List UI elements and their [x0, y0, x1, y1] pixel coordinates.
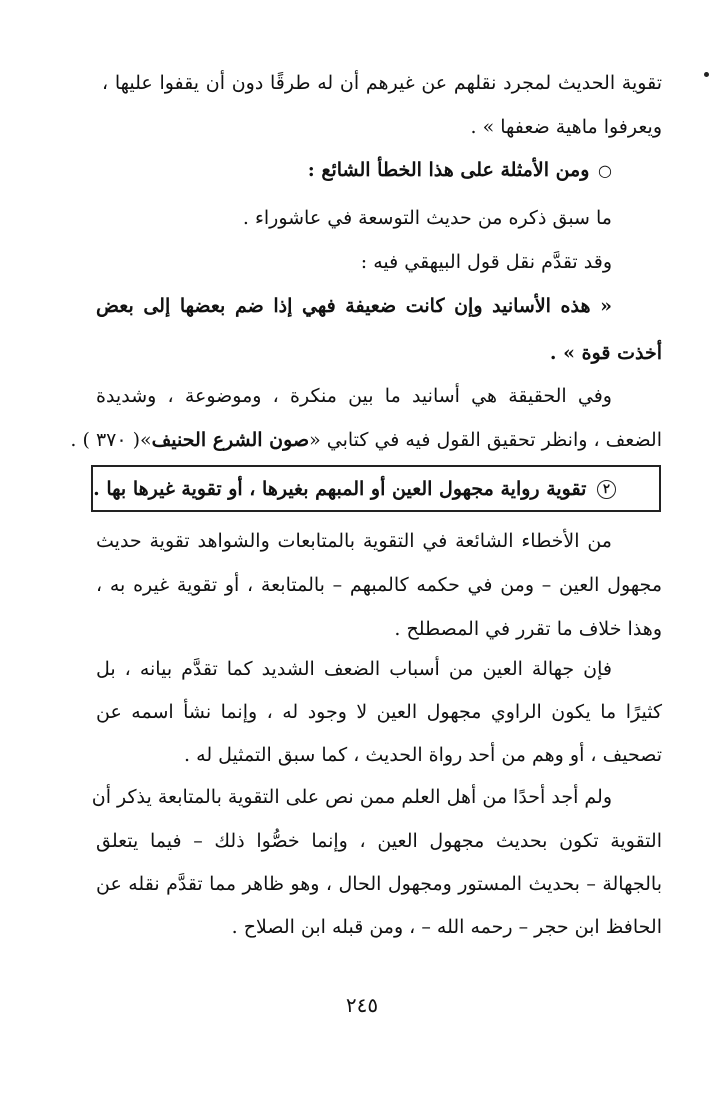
quote-line-2: أخذت قوة » . [549, 342, 662, 364]
examples-heading [102, 155, 612, 185]
margin-dot [704, 72, 709, 77]
paragraph-4-line-2: كثيرًا ما يكون الراوي مجهول العين لا وجود له ، وإنما نشأ اسمه عن [96, 701, 662, 723]
paragraph-1-line-2: ويعرفوا ماهية ضعفها » . [470, 116, 662, 138]
paragraph-5-line-4: الحافظ ابن حجر – رحمه الله – ، ومن قبله ابن الصلاح . [231, 916, 662, 938]
paragraph-2-line-2-end: »( ٣٧٠ ) . [70, 429, 152, 451]
examples-heading-text: ومن الأمثلة على هذا الخطأ الشائع : [307, 159, 590, 181]
paragraph-2-line-2 [70, 425, 662, 455]
example-2: وقد تقدَّم نقل قول البيهقي فيه : [360, 251, 612, 273]
paragraph-4-line-3: تصحيف ، أو وهم من أحد رواة الحديث ، كما سبق التمثيل له . [184, 744, 662, 766]
paragraph-1-line-1: تقوية الحديث لمجرد نقلهم عن غيرهم أن له طرقًا دون أن يقفوا عليها ، [102, 72, 662, 94]
paragraph-2-line-2-start: الضعف ، وانظر تحقيق القول فيه في كتابي « [309, 429, 662, 451]
paragraph-4-line-1: فإن جهالة العين من أسباب الضعف الشديد كما تقدَّم بيانه ، بل [96, 658, 612, 680]
circle-marker-icon: ○ [598, 161, 612, 180]
section-number-badge: ٢ [597, 480, 616, 499]
paragraph-2-line-1: وفي الحقيقة هي أسانيد ما بين منكرة ، وموضوعة ، وشديدة [96, 385, 612, 407]
paragraph-5-line-2: التقوية تكون بحديث مجهول العين ، وإنما خصُّوا ذلك – فيما يتعلق [96, 830, 662, 852]
page-number: ٢٤٥ [345, 993, 379, 1017]
book-title: صون الشرع الحنيف [151, 429, 310, 451]
section-heading-text: تقوية رواية مجهول العين أو المبهم بغيرها ، أو تقوية غيرها بها . [93, 478, 587, 500]
paragraph-3-line-3: وهذا خلاف ما تقرر في المصطلح . [394, 618, 662, 640]
example-1: ما سبق ذكره من حديث التوسعة في عاشوراء . [242, 207, 612, 229]
paragraph-3-line-2: مجهول العين – ومن في حكمه كالمبهم – بالمتابعة ، أو تقوية غيره به ، [96, 574, 662, 596]
quote-line-1: « هذه الأسانيد وإن كانت ضعيفة فهي إذا ضم بعضها إلى بعض [96, 295, 612, 317]
section-heading [93, 474, 616, 504]
paragraph-3-line-1: من الأخطاء الشائعة في التقوية بالمتابعات والشواهد تقوية حديث [96, 530, 612, 552]
paragraph-5-line-1: ولم أجد أحدًا من أهل العلم ممن نص على التقوية بالمتابعة يذكر أن [91, 786, 612, 808]
paragraph-5-line-3: بالجهالة – بحديث المستور ومجهول الحال ، وهو ظاهر مما تقدَّم نقله عن [96, 873, 662, 895]
